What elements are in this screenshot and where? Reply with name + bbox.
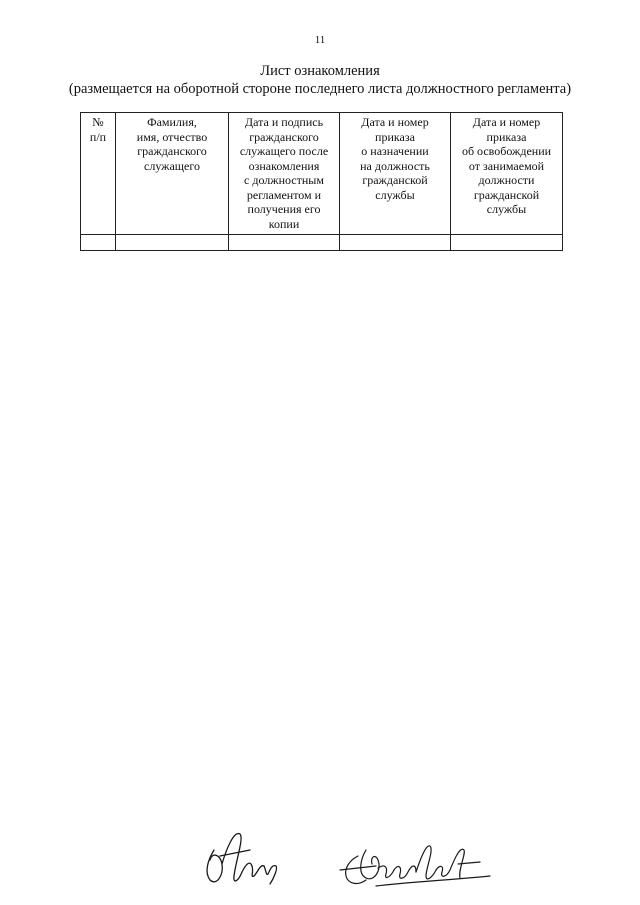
table-cell xyxy=(81,235,116,251)
page-number: 11 xyxy=(314,34,326,46)
table-row xyxy=(81,235,563,251)
header-full-name: Фамилия, имя, отчество гражданского служащего xyxy=(116,113,229,235)
table-cell xyxy=(229,235,340,251)
header-appointment-order: Дата и номер приказа о назначении на должность гражданской службы xyxy=(340,113,451,235)
acknowledgement-table xyxy=(80,112,563,251)
header-number: № п/п xyxy=(81,113,116,235)
handwritten-signature-1-icon xyxy=(207,833,277,884)
table-header-row xyxy=(81,113,563,235)
table-cell xyxy=(340,235,451,251)
document-title: Лист ознакомления xyxy=(260,63,380,79)
table-cell xyxy=(451,235,563,251)
handwritten-signature-2-icon xyxy=(340,846,490,886)
table-cell xyxy=(116,235,229,251)
document-subtitle: (размещается на оборотной стороне последнего листа должностного регламента) xyxy=(68,81,572,97)
signatures xyxy=(190,820,510,900)
header-dismissal-order: Дата и номер приказа об освобождении от занимаемой должности гражданской службы xyxy=(451,113,563,235)
header-signature-date: Дата и подпись гражданского служащего после ознакомления с должностным регламентом и получения его копии xyxy=(229,113,340,235)
